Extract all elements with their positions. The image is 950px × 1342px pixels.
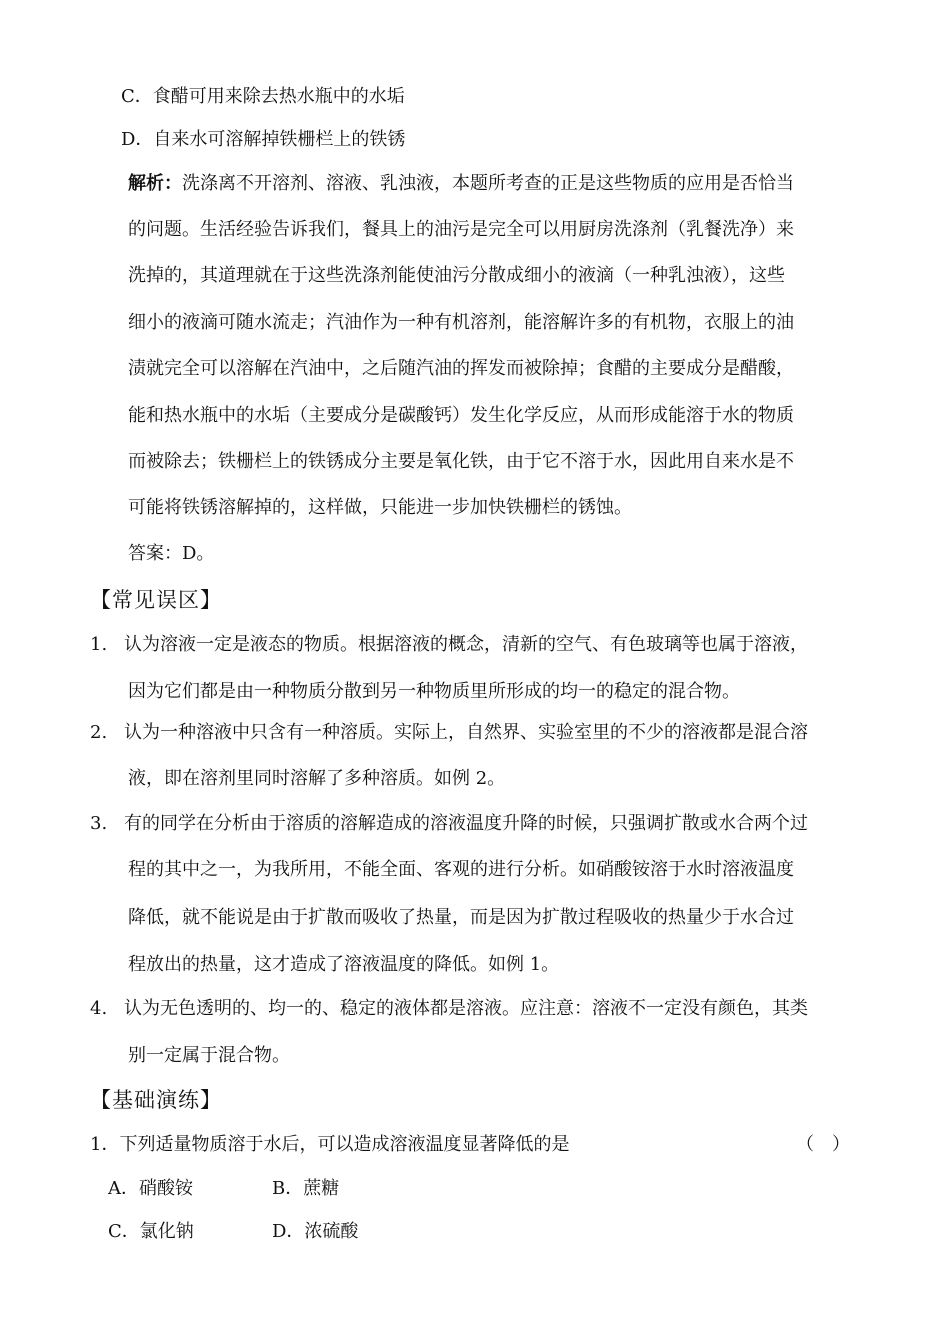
question-1-option-b: B．蔗糖 — [272, 1178, 340, 1199]
item-3-line-2: 程的其中之一，为我所用，不能全面、客观的进行分析。如硝酸铵溶于水时溶液温度 — [128, 859, 794, 880]
practice-heading: 【基础演练】 — [90, 1088, 222, 1112]
analysis-text: 洗涤离不开溶剂、溶液、乳浊液，本题所考查的正是这些物质的应用是否恰当 — [182, 173, 794, 194]
analysis-line-5: 渍就完全可以溶解在汽油中，之后随汽油的挥发而被除掉；食醋的主要成分是醋酸， — [128, 358, 794, 379]
item-4-line-1: 认为无色透明的、均一的、稳定的液体都是溶液。应注意：溶液不一定没有颜色，其类 — [124, 998, 808, 1019]
answer: 答案：D。 — [128, 543, 215, 564]
question-1-option-c: C．氯化钠 — [108, 1221, 194, 1242]
item-1-line-1: 认为溶液一定是液态的物质。根据溶液的概念，清新的空气、有色玻璃等也属于溶液， — [124, 634, 808, 655]
item-3-line-4: 程放出的热量，这才造成了溶液温度的降低。如例 1。 — [128, 954, 560, 975]
item-4-number: 4. — [90, 998, 108, 1019]
analysis-line-3: 洗掉的，其道理就在于这些洗涤剂能使油污分散成细小的液滴（一种乳浊液），这些 — [128, 265, 785, 286]
option-d: D．自来水可溶解掉铁栅栏上的铁锈 — [121, 129, 406, 150]
misconceptions-heading: 【常见误区】 — [90, 588, 222, 612]
question-1-option-d: D．浓硫酸 — [272, 1221, 359, 1242]
item-3-line-3: 降低，就不能说是由于扩散而吸收了热量，而是因为扩散过程吸收的热量少于水合过 — [128, 907, 794, 928]
analysis-line-8: 可能将铁锈溶解掉的，这样做，只能进一步加快铁栅栏的锈蚀。 — [128, 497, 632, 518]
item-2-number: 2. — [90, 722, 108, 743]
item-2-line-2: 液，即在溶剂里同时溶解了多种溶质。如例 2。 — [128, 768, 506, 789]
item-2-line-1: 认为一种溶液中只含有一种溶质。实际上，自然界、实验室里的不少的溶液都是混合溶 — [124, 722, 808, 743]
item-3-number: 3. — [90, 813, 108, 834]
analysis-line-2: 的问题。生活经验告诉我们，餐具上的油污是完全可以用厨房洗涤剂（乳餐洗净）来 — [128, 219, 794, 240]
question-1-option-a: A．硝酸铵 — [108, 1178, 193, 1199]
item-4-line-2: 别一定属于混合物。 — [128, 1045, 290, 1066]
analysis-label: 解析： — [128, 173, 182, 194]
analysis-line-6: 能和热水瓶中的水垢（主要成分是碳酸钙）发生化学反应，从而形成能溶于水的物质 — [128, 405, 794, 426]
answer-parentheses: （ ） — [796, 1134, 850, 1155]
analysis-line-4: 细小的液滴可随水流走；汽油作为一种有机溶剂，能溶解许多的有机物，衣服上的油 — [128, 312, 794, 333]
analysis-line-7: 而被除去；铁栅栏上的铁锈成分主要是氧化铁，由于它不溶于水，因此用自来水是不 — [128, 451, 794, 472]
item-3-line-1: 有的同学在分析由于溶质的溶解造成的溶液温度升降的时候，只强调扩散或水合两个过 — [124, 813, 808, 834]
analysis-line-1 — [128, 172, 794, 196]
item-1-line-2: 因为它们都是由一种物质分散到另一种物质里所形成的均一的稳定的混合物。 — [128, 681, 740, 702]
option-c: C．食醋可用来除去热水瓶中的水垢 — [121, 86, 405, 107]
item-1-number: 1. — [90, 634, 108, 655]
question-1-stem: 1．下列适量物质溶于水后，可以造成溶液温度显著降低的是 — [90, 1134, 570, 1155]
